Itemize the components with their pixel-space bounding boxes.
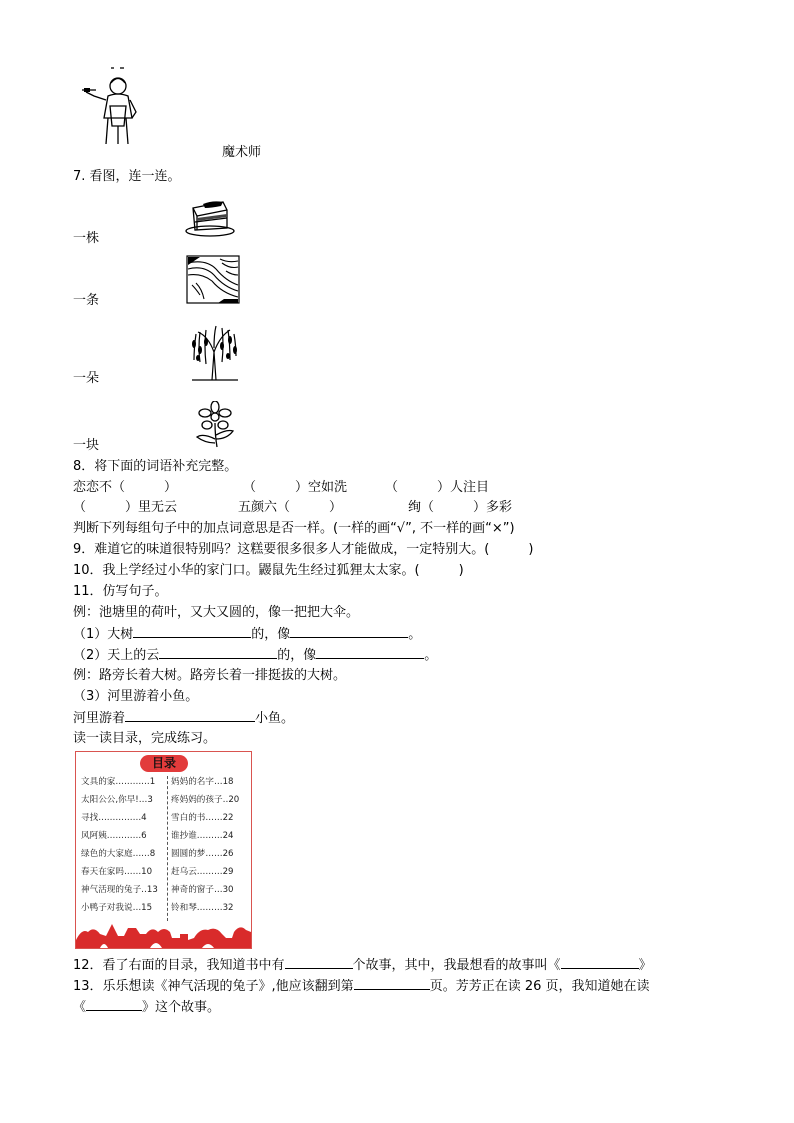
q12-blank-story[interactable] xyxy=(561,956,639,969)
toc-divider xyxy=(167,776,168,921)
q7-word-3[interactable]: 一朵 xyxy=(73,371,100,386)
q8-blank-6[interactable]: 绚（ ）多彩 xyxy=(408,500,513,515)
toc-left-item: 绿色的大家庭……8 xyxy=(81,849,156,859)
q11-item2-blank-a[interactable] xyxy=(159,646,277,659)
question-7-title: 7. 看图，连一连。 xyxy=(73,169,181,184)
toc-title: 目录 xyxy=(140,755,188,772)
toc-right-item: 赶乌云………29 xyxy=(171,867,234,877)
toc-left-item: 寻找……………4 xyxy=(81,813,147,823)
q11-item-3-fill: 河里游着 小鱼。 xyxy=(73,711,295,726)
q8-blank-1[interactable]: 恋恋不（ ） xyxy=(73,480,178,495)
river-icon xyxy=(186,255,240,304)
toc-right-item: 疼妈妈的孩子‥20 xyxy=(171,795,240,805)
toc-left-item: 小鸭子对我说…15 xyxy=(81,903,153,913)
toc-right-item: 妈妈的名字…18 xyxy=(171,777,234,787)
magician-figure-icon xyxy=(78,66,140,148)
q11-item2-blank-b[interactable] xyxy=(316,646,424,659)
question-9[interactable]: 9．难道它的味道很特别吗？这糕要很多很多人才能做成，一定特别大。( ) xyxy=(73,542,534,557)
toc-left-item: 太阳公公,你早!…3 xyxy=(81,795,153,805)
toc-right-item: 谁抄谁………24 xyxy=(171,831,234,841)
q8-blank-4[interactable]: （ ）里无云 xyxy=(73,500,178,515)
question-8-title: 8．将下面的词语补充完整。 xyxy=(73,459,238,474)
q11-example-2: 例：路旁长着大树。路旁长着一排挺拔的大树。 xyxy=(73,668,347,683)
q11-item3-blank[interactable] xyxy=(125,709,255,722)
q12-blank-count[interactable] xyxy=(285,956,353,969)
q13-blank-story[interactable] xyxy=(86,998,142,1011)
read-toc-title: 读一读目录，完成练习。 xyxy=(73,731,217,746)
q8-blank-5[interactable]: 五颜六（ ） xyxy=(238,500,343,515)
q7-word-1[interactable]: 一株 xyxy=(73,231,100,246)
toc-left-item: 文具的家…………1 xyxy=(81,777,156,787)
q11-item1-blank-b[interactable] xyxy=(290,625,408,638)
toc-right-item: 神奇的窗子…30 xyxy=(171,885,234,895)
question-13: 13．乐乐想读《神气活现的兔子》,他应该翻到第 页。芳芳正在读 26 页，我知道她在读 xyxy=(73,979,650,994)
question-11-title: 11．仿写句子。 xyxy=(73,584,168,599)
q11-example-1: 例：池塘里的荷叶，又大又圆的，像一把把大伞。 xyxy=(73,605,360,620)
toc-footer-decoration xyxy=(76,918,251,948)
toc-right-item: 雪白的书……22 xyxy=(171,813,234,823)
toc-left-item: 春天在家吗……10 xyxy=(81,867,153,877)
q7-word-4[interactable]: 一块 xyxy=(73,438,100,453)
caption-magician: 魔术师 xyxy=(222,145,262,160)
toc-right-item: 铃和琴………32 xyxy=(171,903,234,913)
table-of-contents xyxy=(75,751,252,949)
cake-icon xyxy=(183,196,238,240)
q13-blank-page[interactable] xyxy=(354,977,430,990)
judge-instruction: 判断下列每组句子中的加点词意思是否一样。(一样的画“√”, 不一样的画“×”) xyxy=(73,521,515,536)
question-13-line2: 《 》这个故事。 xyxy=(73,1000,221,1015)
toc-right-item: 圆圆的梦……26 xyxy=(171,849,234,859)
q11-item-3: （3）河里游着小鱼。 xyxy=(73,689,199,704)
q7-word-2[interactable]: 一条 xyxy=(73,293,100,308)
question-10[interactable]: 10．我上学经过小华的家门口。鼹鼠先生经过狐狸太太家。( ) xyxy=(73,563,464,578)
question-12: 12．看了右面的目录，我知道书中有 个故事，其中，我最想看的故事叫《 》 xyxy=(73,958,652,973)
toc-left-item: 风阿姨…………6 xyxy=(81,831,147,841)
q11-item-1: （1）大树 的，像 。 xyxy=(73,627,422,642)
flower-icon xyxy=(193,401,239,449)
willow-tree-icon xyxy=(188,322,242,382)
q11-item-2: （2）天上的云 的，像 。 xyxy=(73,648,438,663)
toc-left-item: 神气活现的兔子‥13 xyxy=(81,885,158,895)
q11-item1-blank-a[interactable] xyxy=(133,625,251,638)
q8-blank-2[interactable]: （ ）空如洗 xyxy=(243,480,348,495)
q8-blank-3[interactable]: （ ）人注目 xyxy=(385,480,490,495)
